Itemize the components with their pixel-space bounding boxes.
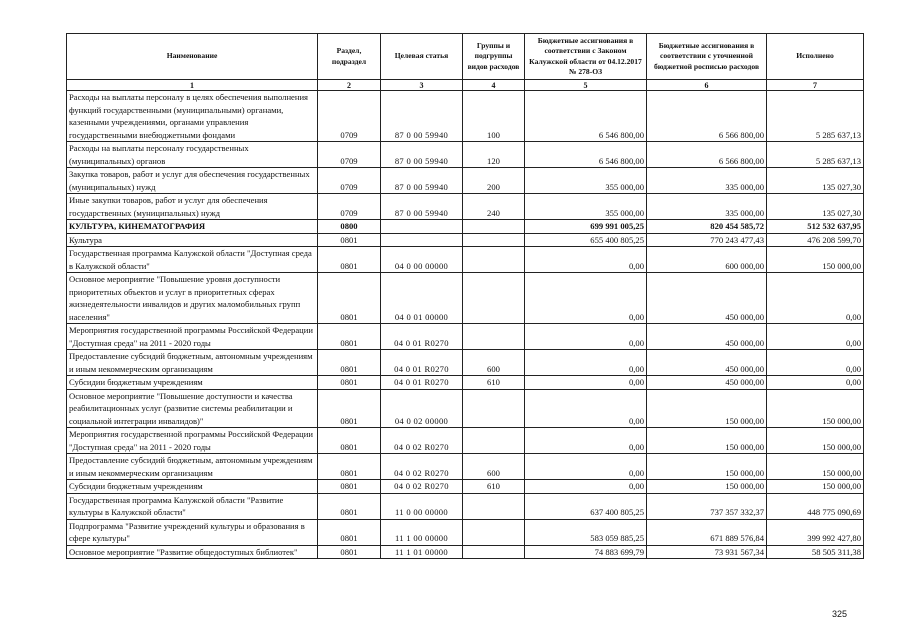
row-target [381,233,463,247]
table-row [67,91,864,142]
row-section: 0801 [318,233,381,247]
row-section: 0801 [318,480,381,494]
row-target: 87 0 00 59940 [381,194,463,220]
row-revised: 450 000,00 [647,273,767,324]
table-row [67,350,864,376]
row-group: 600 [463,350,525,376]
table-row [67,454,864,480]
row-revised: 450 000,00 [647,350,767,376]
row-law: 355 000,00 [525,194,647,220]
row-name: Государственная программа Калужской области "Доступная среда в Калужской области" [67,247,318,273]
row-section: 0801 [318,389,381,428]
table-row [67,324,864,350]
row-section: 0709 [318,168,381,194]
row-target: 11 0 00 00000 [381,493,463,519]
row-law: 0,00 [525,324,647,350]
table-row [67,428,864,454]
row-name: Мероприятия государственной программы Российской Федерации "Доступная среда" на 2011 - 2020 годы [67,428,318,454]
row-executed: 150 000,00 [767,428,864,454]
row-name: Основное мероприятие "Повышение доступности и качества реабилитационных услуг (развитие системы реабилитации и социальной интеграции инвалидов)" [67,389,318,428]
row-group [463,233,525,247]
row-section: 0709 [318,194,381,220]
row-law: 0,00 [525,350,647,376]
table-row [67,519,864,545]
row-name: Предоставление субсидий бюджетным, автономным учреждениям и иным некоммерческим организациям [67,454,318,480]
row-executed: 135 027,30 [767,168,864,194]
row-group: 240 [463,194,525,220]
row-target: 04 0 02 R0270 [381,428,463,454]
row-executed: 0,00 [767,324,864,350]
row-name: Культура [67,233,318,247]
row-executed: 58 505 311,38 [767,545,864,559]
row-target: 87 0 00 59940 [381,142,463,168]
row-section: 0801 [318,428,381,454]
header-name: Наименование [67,34,318,80]
row-revised: 6 566 800,00 [647,91,767,142]
row-section: 0801 [318,350,381,376]
header-num-5: 5 [525,80,647,91]
header-num-7: 7 [767,80,864,91]
row-law: 6 546 800,00 [525,91,647,142]
row-target: 87 0 00 59940 [381,168,463,194]
table-row [67,168,864,194]
row-section: 0709 [318,91,381,142]
row-name: Основное мероприятие "Развитие общедоступных библиотек" [67,545,318,559]
row-law: 74 883 699,79 [525,545,647,559]
row-revised: 150 000,00 [647,480,767,494]
row-name: Предоставление субсидий бюджетным, автономным учреждениям и иным некоммерческим организациям [67,350,318,376]
row-revised: 335 000,00 [647,168,767,194]
table-row [67,273,864,324]
row-name: Мероприятия государственной программы Российской Федерации "Доступная среда" на 2011 - 2020 годы [67,324,318,350]
row-section: 0801 [318,493,381,519]
row-revised: 6 566 800,00 [647,142,767,168]
row-revised: 671 889 576,84 [647,519,767,545]
row-law: 0,00 [525,273,647,324]
row-name: Закупка товаров, работ и услуг для обеспечения государственных (муниципальных) нужд [67,168,318,194]
header-num-4: 4 [463,80,525,91]
row-law: 0,00 [525,247,647,273]
header-num-6: 6 [647,80,767,91]
table-row [67,233,864,247]
row-group [463,273,525,324]
row-law: 699 991 005,25 [525,220,647,234]
row-target: 87 0 00 59940 [381,91,463,142]
row-executed: 150 000,00 [767,454,864,480]
table-row [67,376,864,390]
row-executed: 448 775 090,69 [767,493,864,519]
row-law: 6 546 800,00 [525,142,647,168]
header-target: Целевая статья [381,34,463,80]
header-num-1: 1 [67,80,318,91]
row-target: 11 1 01 00000 [381,545,463,559]
row-group: 610 [463,376,525,390]
row-group [463,428,525,454]
row-law: 0,00 [525,428,647,454]
budget-table [66,33,864,559]
row-law: 583 059 885,25 [525,519,647,545]
row-name: Расходы на выплаты персоналу в целях обеспечения выполнения функций государственными (муниципальными) органами, казенными учреждениями, органами управления государственными внебюджетными фондами [67,91,318,142]
row-executed: 399 992 427,80 [767,519,864,545]
row-law: 0,00 [525,376,647,390]
header-law: Бюджетные ассигнования в соответствии с Законом Калужской области от 04.12.2017 № 278-ОЗ [525,34,647,80]
row-section: 0801 [318,324,381,350]
row-name: Подпрограмма "Развитие учреждений культуры и образования в сфере культуры" [67,519,318,545]
row-target: 04 0 01 R0270 [381,376,463,390]
table-row [67,480,864,494]
table-row [67,247,864,273]
row-group: 200 [463,168,525,194]
row-executed: 150 000,00 [767,247,864,273]
page-number: 325 [832,609,848,619]
row-group: 600 [463,454,525,480]
row-target: 04 0 01 00000 [381,273,463,324]
row-group [463,220,525,234]
row-law: 655 400 805,25 [525,233,647,247]
row-law: 355 000,00 [525,168,647,194]
row-revised: 600 000,00 [647,247,767,273]
header-num-2: 2 [318,80,381,91]
row-revised: 450 000,00 [647,324,767,350]
table-row [67,389,864,428]
row-section: 0801 [318,247,381,273]
row-group [463,519,525,545]
row-section: 0801 [318,545,381,559]
row-law: 637 400 805,25 [525,493,647,519]
row-name: Расходы на выплаты персоналу государственных (муниципальных) органов [67,142,318,168]
row-section: 0801 [318,376,381,390]
row-executed: 135 027,30 [767,194,864,220]
row-revised: 450 000,00 [647,376,767,390]
row-executed: 0,00 [767,273,864,324]
row-name: Государственная программа Калужской области "Развитие культуры в Калужской области" [67,493,318,519]
row-target: 11 1 00 00000 [381,519,463,545]
row-revised: 73 931 567,34 [647,545,767,559]
row-name: Субсидии бюджетным учреждениям [67,480,318,494]
row-revised: 335 000,00 [647,194,767,220]
row-name: Основное мероприятие "Повышение уровня доступности приоритетных объектов и услуг в приоритетных сферах жизнедеятельности инвалидов и других маломобильных групп населения" [67,273,318,324]
row-section: 0800 [318,220,381,234]
row-revised: 820 454 585,72 [647,220,767,234]
row-executed: 150 000,00 [767,389,864,428]
row-group [463,324,525,350]
row-revised: 150 000,00 [647,454,767,480]
table-row [67,220,864,234]
row-target: 04 0 02 R0270 [381,480,463,494]
row-name: Иные закупки товаров, работ и услуг для обеспечения государственных (муниципальных) нужд [67,194,318,220]
row-section: 0709 [318,142,381,168]
row-section: 0801 [318,519,381,545]
row-group [463,493,525,519]
header-revised: Бюджетные ассигнования в соответствии с уточненной бюджетной росписью расходов [647,34,767,80]
header-executed: Исполнено [767,34,864,80]
table-row [67,545,864,559]
row-revised: 737 357 332,37 [647,493,767,519]
row-section: 0801 [318,454,381,480]
header-section: Раздел, подраздел [318,34,381,80]
row-executed: 512 532 637,95 [767,220,864,234]
row-section: 0801 [318,273,381,324]
row-revised: 150 000,00 [647,389,767,428]
row-executed: 0,00 [767,350,864,376]
row-name: Субсидии бюджетным учреждениям [67,376,318,390]
row-revised: 770 243 477,43 [647,233,767,247]
table-row [67,142,864,168]
row-law: 0,00 [525,454,647,480]
row-law: 0,00 [525,389,647,428]
header-num-3: 3 [381,80,463,91]
row-executed: 476 208 599,70 [767,233,864,247]
row-group: 100 [463,91,525,142]
table-row [67,493,864,519]
header-group: Группы и подгруппы видов расходов [463,34,525,80]
row-law: 0,00 [525,480,647,494]
row-target: 04 0 01 R0270 [381,350,463,376]
row-group [463,389,525,428]
row-target: 04 0 00 00000 [381,247,463,273]
row-group [463,545,525,559]
row-executed: 0,00 [767,376,864,390]
row-target: 04 0 02 00000 [381,389,463,428]
row-name: КУЛЬТУРА, КИНЕМАТОГРАФИЯ [67,220,318,234]
row-group: 610 [463,480,525,494]
row-target: 04 0 01 R0270 [381,324,463,350]
table-row [67,194,864,220]
row-executed: 150 000,00 [767,480,864,494]
row-executed: 5 285 637,13 [767,91,864,142]
row-executed: 5 285 637,13 [767,142,864,168]
row-group: 120 [463,142,525,168]
row-target: 04 0 02 R0270 [381,454,463,480]
row-target [381,220,463,234]
row-group [463,247,525,273]
row-revised: 150 000,00 [647,428,767,454]
